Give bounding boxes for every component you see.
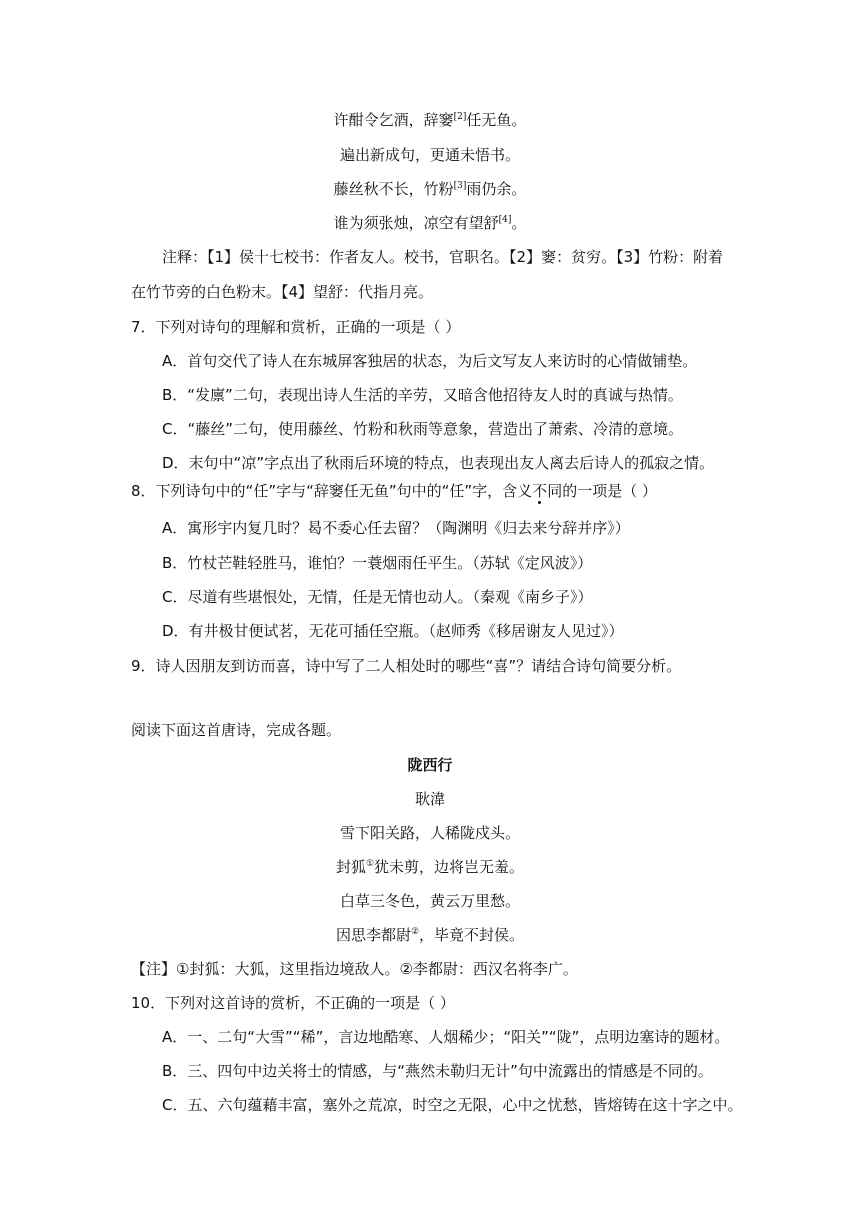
footnote-marker: [4] (498, 215, 512, 225)
question-9-stem: 9．诗人因朋友到访而喜，诗中写了二人相处时的哪些“喜”？请结合诗句简要分析。 (131, 657, 682, 675)
question-10-option-b: B．三、四句中边关将士的情感，与“燕然未勒归无计”句中流露出的情感是不同的。 (162, 1062, 713, 1080)
question-8-option-d: D．有井极甘便试茗，无花可插任空瓶。（赵师秀《移居谢友人见过》） (162, 622, 624, 640)
emphasis-dot-char: 不 (532, 482, 548, 500)
footnote-marker: [2] (453, 112, 467, 122)
question-7-option-b: B．“发廪”二句，表现出诗人生活的辛劳，又暗含他招待友人时的真诚与热情。 (162, 386, 683, 404)
question-7-stem: 7．下列对诗句的理解和赏析，正确的一项是（ ） (131, 318, 461, 336)
question-7-option-a: A．首句交代了诗人在东城屏客独居的状态，为后文写友人来访时的心情做铺垫。 (162, 352, 698, 370)
poem1-notes-line-2: 在竹节旁的白色粉末。【4】望舒：代指月亮。 (131, 283, 434, 301)
footnote-marker: [3] (453, 181, 467, 191)
poem2-note: 【注】①封狐：大狐，这里指边境敌人。②李都尉：西汉名将李广。 (131, 960, 578, 978)
question-7-option-d: D．末句中“凉”字点出了秋雨后环境的特点，也表现出友人离去后诗人的孤寂之情。 (162, 454, 715, 472)
poem2-title: 陇西行 (407, 756, 453, 774)
question-8-option-a: A．寓形宇内复几时？曷不委心任去留？（陶渊明《归去来兮辞并序》） (162, 519, 630, 537)
footnote-marker: ② (410, 927, 420, 937)
poem2-line-3: 白草三冬色，黄云万里愁。 (339, 892, 520, 910)
question-8-stem: 8．下列诗句中的“任”字与“辞窭任无鱼”句中的“任”字，含义不同的一项是（ ） (131, 482, 657, 500)
poem1-line-4: 谁为须张烛，凉空有望舒[4]。 (333, 214, 527, 232)
footnote-marker: ① (365, 859, 375, 869)
poem2-line-4: 因思李都尉②，毕竟不封侯。 (335, 926, 525, 944)
poem2-line-1: 雪下阳关路，人稀陇戍头。 (339, 824, 520, 842)
question-10-option-c: C．五、六句蕴藉丰富，塞外之荒凉，时空之无限，心中之忧愁，皆熔铸在这十字之中。 (162, 1096, 743, 1114)
poem2-author: 耿湋 (414, 790, 445, 808)
question-10-option-a: A．一、二句“大雪”“稀”，言边地酷寒、人烟稀少；“阳关”“陇”，点明边塞诗的题材。 (162, 1028, 730, 1046)
section-intro: 阅读下面这首唐诗，完成各题。 (131, 721, 342, 739)
poem1-line-1: 许酣令乞酒，辞窭[2]任无鱼。 (333, 111, 527, 129)
poem1-line-2: 遍出新成句，更通未悟书。 (339, 146, 520, 164)
question-8-option-c: C．尽道有些堪恨处，无情，任是无情也动人。（秦观《南乡子》） (162, 588, 593, 606)
poem2-line-2: 封狐①犹未剪，边将岂无羞。 (335, 858, 525, 876)
question-7-option-c: C．“藤丝”二句，使用藤丝、竹粉和秋雨等意象，营造出了萧索、冷清的意境。 (162, 420, 684, 438)
poem1-line-3: 藤丝秋不长，竹粉[3]雨仍余。 (333, 180, 527, 198)
question-8-option-b: B．竹杖芒鞋轻胜马，谁怕？一蓑烟雨任平生。（苏轼《定风波》） (162, 554, 593, 572)
poem1-notes-line-1: 注释：【1】侯十七校书：作者友人。校书，官职名。【2】窭：贫穷。【3】竹粉：附着 (162, 248, 724, 266)
question-10-stem: 10．下列对这首诗的赏析，不正确的一项是（ ） (131, 994, 455, 1012)
